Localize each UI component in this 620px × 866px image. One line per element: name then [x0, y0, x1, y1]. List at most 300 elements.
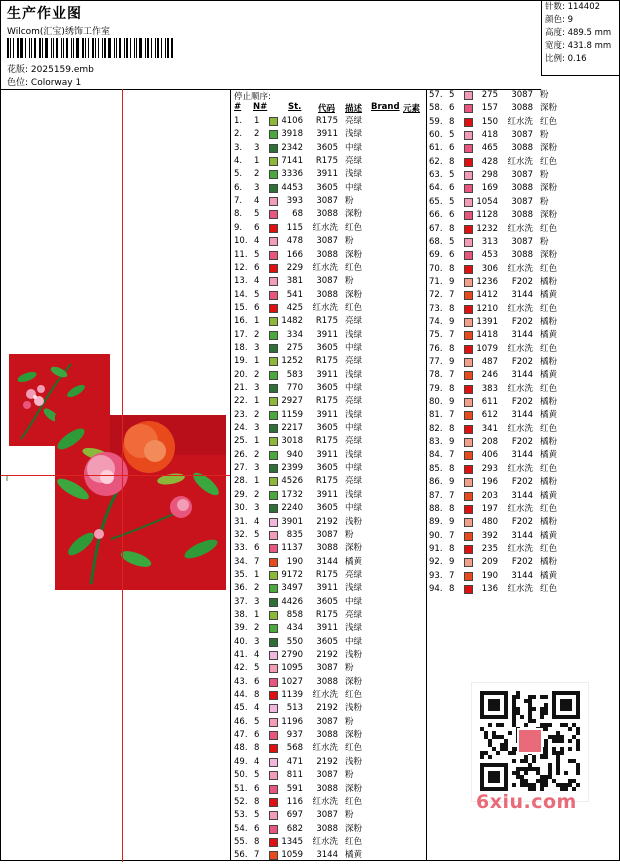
color-swatch	[464, 265, 473, 274]
left-stop-row	[234, 609, 424, 622]
color-swatch	[269, 130, 278, 139]
needle-number: 2	[254, 449, 260, 460]
needle-number: 5	[254, 209, 260, 220]
color-swatch	[269, 825, 278, 834]
thread-code: 3911	[316, 623, 338, 634]
needle-number: 6	[254, 262, 260, 273]
thread-description: 橘黄	[540, 330, 558, 341]
color-swatch	[464, 158, 473, 167]
thread-code: 3144	[316, 850, 338, 861]
spec-colors: 颜色: 9	[545, 15, 573, 25]
color-swatch	[269, 504, 278, 513]
thread-code: F202	[511, 517, 533, 528]
stitch-count: 1095	[281, 663, 303, 674]
stitch-count: 3018	[281, 436, 303, 447]
color-swatch	[269, 798, 278, 807]
thread-code: 红水洗	[507, 343, 533, 354]
needle-number: 8	[449, 303, 455, 314]
thread-code: 3088	[316, 543, 338, 554]
stop-index: 33.	[234, 543, 248, 554]
stitch-count: 196	[481, 477, 498, 488]
needle-number: 7	[449, 450, 455, 461]
left-stop-row	[234, 275, 424, 288]
stop-index: 77.	[429, 357, 443, 367]
needle-number: 8	[449, 423, 455, 434]
color-swatch	[464, 532, 473, 541]
color-swatch	[464, 371, 473, 380]
stitch-count: 453	[481, 250, 498, 261]
color-swatch	[464, 198, 473, 207]
stitch-count: 4453	[281, 182, 303, 193]
color-swatch	[269, 184, 278, 193]
stop-index: 75.	[429, 330, 443, 341]
thread-code: R175	[315, 476, 338, 487]
header-brand: Brand	[371, 102, 400, 112]
stop-index: 72.	[429, 290, 443, 301]
color-swatch	[269, 678, 278, 687]
right-stop-row	[429, 129, 619, 142]
company-name: Wilcom(汇宝)绣饰工作室	[7, 27, 110, 37]
thread-description: 亮绿	[345, 356, 363, 367]
needle-number: 8	[254, 690, 260, 701]
left-stop-row	[234, 716, 424, 729]
thread-code: 3605	[316, 342, 338, 353]
color-swatch	[269, 411, 278, 420]
color-swatch	[464, 318, 473, 327]
color-swatch	[269, 317, 278, 326]
stitch-count: 1482	[281, 316, 303, 327]
thread-description: 浅绿	[345, 583, 363, 594]
thread-code: F202	[511, 316, 533, 327]
color-swatch	[464, 492, 473, 501]
color-swatch	[269, 731, 278, 740]
thread-description: 深粉	[345, 209, 363, 220]
color-swatch	[269, 331, 278, 340]
thread-code: 3088	[511, 250, 533, 261]
thread-description: 中绿	[345, 596, 363, 607]
design-specs	[541, 1, 620, 76]
stop-index: 93.	[429, 570, 443, 581]
stop-index: 90.	[429, 530, 443, 541]
left-stop-row	[234, 662, 424, 675]
color-swatch	[269, 291, 278, 300]
stitch-count: 313	[481, 236, 498, 247]
left-stop-row	[234, 208, 424, 221]
needle-number: 9	[449, 276, 455, 287]
needle-number: 6	[449, 143, 455, 154]
thread-description: 橘粉	[540, 316, 558, 327]
color-swatch	[464, 358, 473, 367]
thread-description: 红色	[345, 302, 363, 313]
stitch-count: 229	[286, 262, 303, 273]
left-stop-row	[234, 636, 424, 649]
thread-description: 粉	[345, 770, 354, 781]
thread-code: 红水洗	[507, 263, 533, 274]
left-stop-row	[234, 756, 424, 769]
stitch-count: 235	[481, 543, 498, 554]
color-swatch	[269, 144, 278, 153]
needle-number: 1	[254, 116, 260, 126]
left-stop-row	[234, 622, 424, 635]
stitch-count: 246	[481, 370, 498, 381]
right-stop-row	[429, 142, 619, 155]
thread-description: 中绿	[345, 423, 363, 434]
right-stop-row	[429, 89, 619, 102]
stitch-count: 334	[286, 329, 303, 340]
stitch-count: 937	[286, 730, 303, 741]
needle-number: 2	[254, 623, 260, 634]
thread-description: 粉	[540, 90, 549, 100]
stitch-count: 541	[286, 289, 303, 300]
thread-description: 深粉	[345, 676, 363, 687]
thread-code: 3144	[511, 330, 533, 341]
left-stop-row	[234, 155, 424, 168]
stop-index: 5.	[234, 169, 243, 180]
stop-index: 64.	[429, 183, 443, 194]
stop-index: 48.	[234, 743, 248, 754]
left-stop-row	[234, 315, 424, 328]
thread-code: 3911	[316, 583, 338, 594]
stitch-count: 209	[481, 557, 498, 568]
needle-number: 6	[449, 103, 455, 114]
color-swatch	[269, 304, 278, 313]
left-stop-row	[234, 182, 424, 195]
color-swatch	[464, 238, 473, 247]
stitch-count: 68	[292, 209, 303, 220]
right-stop-row	[429, 182, 619, 195]
stop-index: 10.	[234, 236, 248, 247]
thread-description: 亮绿	[345, 476, 363, 487]
stop-index: 16.	[234, 316, 248, 327]
stop-index: 70.	[429, 263, 443, 274]
stop-index: 17.	[234, 329, 248, 340]
color-swatch	[269, 544, 278, 553]
color-swatch	[269, 451, 278, 460]
color-swatch	[269, 397, 278, 406]
stop-index: 89.	[429, 517, 443, 528]
thread-code: 红水洗	[312, 836, 338, 847]
thread-code: 3087	[316, 716, 338, 727]
stop-index: 6.	[234, 182, 243, 193]
color-swatch	[269, 531, 278, 540]
watermark: 6xiu.com	[476, 791, 577, 813]
left-stop-row	[234, 262, 424, 275]
thread-description: 红色	[540, 303, 558, 314]
needle-number: 6	[254, 543, 260, 554]
stitch-count: 583	[286, 369, 303, 380]
stop-index: 83.	[429, 437, 443, 448]
color-swatch	[269, 170, 278, 179]
stitch-count: 1345	[281, 836, 303, 847]
stop-index: 65.	[429, 196, 443, 207]
stop-index: 23.	[234, 409, 248, 420]
thread-code: 红水洗	[312, 262, 338, 273]
thread-code: R175	[315, 316, 338, 327]
stop-index: 8.	[234, 209, 243, 220]
stop-index: 58.	[429, 103, 443, 114]
right-stop-row	[429, 503, 619, 516]
color-swatch	[269, 811, 278, 820]
stop-index: 87.	[429, 490, 443, 501]
right-stop-row	[429, 463, 619, 476]
stop-index: 41.	[234, 650, 248, 660]
stop-index: 44.	[234, 690, 248, 701]
thread-code: 3088	[316, 783, 338, 794]
stitch-count: 478	[286, 236, 303, 247]
stitch-count: 471	[286, 756, 303, 767]
design-file	[7, 62, 94, 75]
color-swatch	[464, 184, 473, 193]
left-stop-row	[234, 569, 424, 582]
needle-number: 7	[449, 490, 455, 501]
left-stop-row	[234, 142, 424, 155]
needle-number: 8	[449, 503, 455, 514]
needle-number: 5	[254, 810, 260, 821]
stitch-count: 341	[481, 423, 498, 434]
stop-index: 56.	[234, 850, 248, 861]
stitch-count: 3336	[281, 169, 303, 180]
stop-index: 20.	[234, 369, 248, 380]
thread-description: 浅绿	[345, 489, 363, 500]
stop-index: 68.	[429, 236, 443, 247]
thread-description: 中绿	[345, 142, 363, 153]
left-stop-row	[234, 702, 424, 715]
thread-code: F202	[511, 557, 533, 568]
left-stop-row	[234, 596, 424, 609]
stop-index: 69.	[429, 250, 443, 261]
needle-number: 3	[254, 423, 260, 434]
needle-number: 4	[254, 276, 260, 287]
thread-code: R175	[315, 356, 338, 367]
left-stop-row	[234, 769, 424, 782]
thread-description: 橘粉	[540, 357, 558, 367]
thread-description: 红色	[345, 796, 363, 807]
page-title: 生产作业图	[7, 6, 82, 22]
color-swatch	[269, 558, 278, 567]
needle-number: 3	[254, 182, 260, 193]
stitch-count: 116	[286, 796, 303, 807]
stitch-count: 480	[481, 517, 498, 528]
stop-index: 51.	[234, 783, 248, 794]
left-stop-row	[234, 435, 424, 448]
color-swatch	[464, 91, 473, 100]
right-stop-row	[429, 169, 619, 182]
design-preview	[1, 89, 230, 862]
thread-description: 橘粉	[540, 517, 558, 528]
thread-description: 橘黄	[540, 530, 558, 541]
needle-number: 5	[449, 236, 455, 247]
color-swatch	[464, 211, 473, 220]
right-stop-row	[429, 543, 619, 556]
color-swatch	[464, 385, 473, 394]
qr-code	[471, 682, 589, 802]
needle-number: 1	[254, 156, 260, 167]
stitch-count: 203	[481, 490, 498, 501]
needle-number: 4	[254, 756, 260, 767]
stitch-count: 3497	[281, 583, 303, 594]
stop-index: 63.	[429, 170, 443, 181]
right-stop-row	[429, 556, 619, 569]
thread-code: 3911	[316, 369, 338, 380]
right-stop-row	[429, 102, 619, 115]
thread-code: 3087	[316, 663, 338, 674]
left-stop-row	[234, 168, 424, 181]
stop-index: 32.	[234, 529, 248, 540]
needle-number: 5	[449, 170, 455, 181]
thread-code: 3144	[511, 570, 533, 581]
color-swatch	[464, 545, 473, 554]
thread-description: 粉	[345, 810, 354, 821]
thread-code: 3605	[316, 142, 338, 153]
needle-number: 7	[254, 556, 260, 567]
thread-code: 3911	[316, 409, 338, 420]
needle-number: 6	[449, 250, 455, 261]
needle-number: 8	[449, 223, 455, 234]
color-swatch	[269, 344, 278, 353]
stitch-count: 293	[481, 463, 498, 474]
right-stop-row	[429, 276, 619, 289]
thread-code: 3088	[511, 210, 533, 221]
needle-number: 1	[254, 436, 260, 447]
right-stop-row	[429, 263, 619, 276]
stitch-count: 4426	[281, 596, 303, 607]
right-stop-row	[429, 516, 619, 529]
color-swatch	[269, 638, 278, 647]
needle-number: 5	[254, 663, 260, 674]
stop-index: 78.	[429, 370, 443, 381]
stop-index: 15.	[234, 302, 248, 313]
stitch-count: 275	[481, 90, 498, 100]
right-stop-row	[429, 383, 619, 396]
left-stop-row	[234, 222, 424, 235]
stitch-count: 428	[481, 156, 498, 167]
color-swatch	[464, 478, 473, 487]
stitch-count: 682	[286, 823, 303, 834]
left-stop-row	[234, 676, 424, 689]
stop-index: 59.	[429, 116, 443, 127]
stitch-count: 9172	[281, 569, 303, 580]
color-swatch	[269, 651, 278, 660]
thread-description: 红色	[345, 836, 363, 847]
thread-description: 浅绿	[345, 369, 363, 380]
thread-code: F202	[511, 477, 533, 488]
column-divider-left	[230, 89, 231, 860]
column-divider-right	[426, 89, 427, 860]
left-stop-row	[234, 115, 424, 128]
right-stop-row	[429, 303, 619, 316]
thread-description: 橘黄	[540, 290, 558, 301]
thread-code: 3144	[511, 450, 533, 461]
thread-code: R175	[315, 609, 338, 620]
stitch-count: 1252	[281, 356, 303, 367]
left-stop-row	[234, 382, 424, 395]
color-swatch	[269, 598, 278, 607]
needle-number: 4	[254, 703, 260, 714]
needle-number: 9	[449, 557, 455, 568]
thread-description: 深粉	[345, 249, 363, 260]
thread-code: 3088	[511, 183, 533, 194]
stop-index: 82.	[429, 423, 443, 434]
left-stop-row	[234, 449, 424, 462]
needle-number: 8	[449, 263, 455, 274]
thread-description: 橘粉	[540, 477, 558, 488]
color-swatch	[464, 131, 473, 140]
needle-number: 6	[449, 183, 455, 194]
stop-index: 46.	[234, 716, 248, 727]
needle-number: 5	[449, 130, 455, 141]
left-stop-row	[234, 409, 424, 422]
thread-code: F202	[511, 276, 533, 287]
thread-description: 红色	[345, 222, 363, 233]
stitch-count: 1128	[476, 210, 498, 221]
thread-code: 3605	[316, 503, 338, 514]
thread-description: 亮绿	[345, 316, 363, 327]
stitch-count: 157	[481, 103, 498, 114]
stop-index: 62.	[429, 156, 443, 167]
thread-description: 深粉	[540, 210, 558, 221]
stop-index: 73.	[429, 303, 443, 314]
thread-description: 橘黄	[345, 850, 363, 861]
thread-description: 中绿	[345, 182, 363, 193]
needle-number: 3	[254, 342, 260, 353]
color-swatch	[269, 704, 278, 713]
thread-code: 3087	[316, 196, 338, 207]
stop-index: 4.	[234, 156, 243, 167]
color-swatch	[269, 624, 278, 633]
thread-code: R175	[315, 436, 338, 447]
worksheet-header	[1, 1, 541, 90]
thread-description: 浅粉	[345, 650, 363, 660]
thread-code: 2192	[316, 703, 338, 714]
thread-description: 浅绿	[345, 449, 363, 460]
thread-description: 粉	[540, 196, 549, 207]
color-swatch	[464, 225, 473, 234]
qr-code-image	[472, 683, 588, 801]
needle-number: 8	[449, 156, 455, 167]
needle-number: 5	[254, 770, 260, 781]
color-swatch	[269, 424, 278, 433]
thread-description: 粉	[345, 236, 354, 247]
color-swatch	[269, 210, 278, 219]
stitch-count: 208	[481, 437, 498, 448]
thread-code: 3088	[316, 289, 338, 300]
stop-index: 11.	[234, 249, 248, 260]
left-stop-row	[234, 823, 424, 836]
thread-code: 3605	[316, 423, 338, 434]
thread-code: 3088	[511, 143, 533, 154]
thread-description: 红色	[345, 690, 363, 701]
thread-code: 3144	[511, 410, 533, 421]
left-stop-row	[234, 796, 424, 809]
thread-code: 红水洗	[507, 463, 533, 474]
thread-description: 粉	[540, 130, 549, 141]
needle-number: 1	[254, 356, 260, 367]
color-swatch	[464, 505, 473, 514]
thread-code: 3911	[316, 449, 338, 460]
stop-index: 57.	[429, 90, 443, 100]
thread-code: 3911	[316, 169, 338, 180]
right-stop-row	[429, 236, 619, 249]
thread-description: 亮绿	[345, 569, 363, 580]
needle-number: 7	[254, 850, 260, 861]
thread-code: 3144	[511, 290, 533, 301]
thread-description: 红色	[540, 116, 558, 127]
stop-index: 26.	[234, 449, 248, 460]
left-stop-row	[234, 395, 424, 408]
thread-code: 3087	[316, 810, 338, 821]
right-stop-row	[429, 116, 619, 129]
color-swatch	[269, 718, 278, 727]
